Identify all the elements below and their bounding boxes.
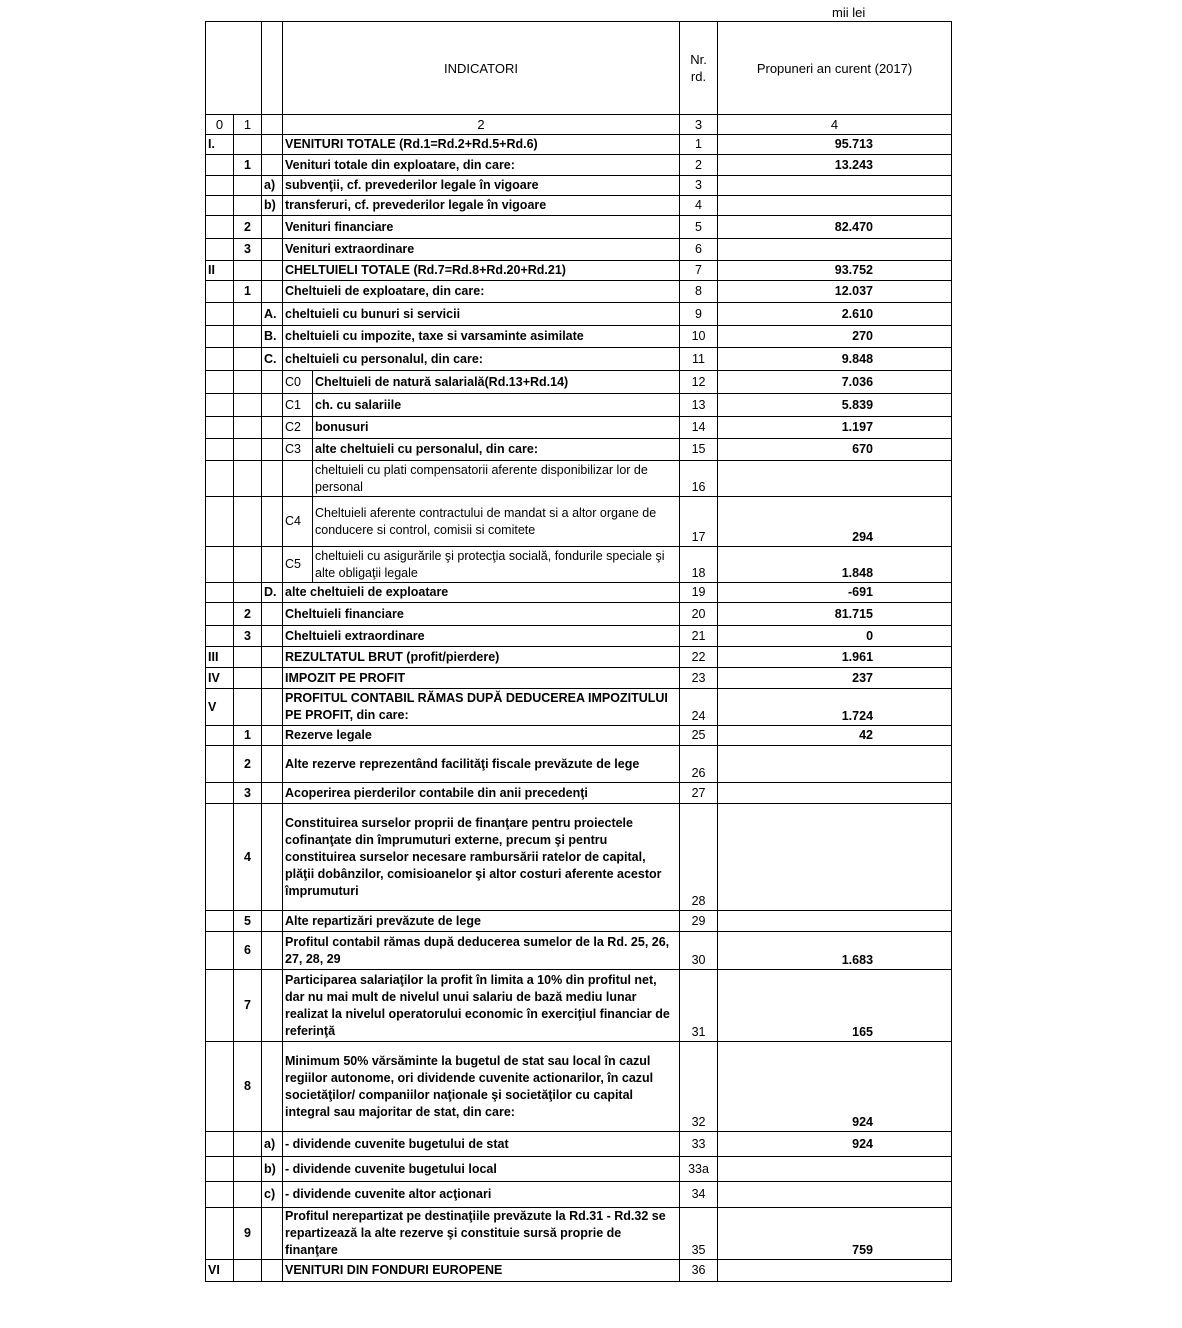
indicator-text: cheltuieli cu asigurările şi protecţia socială, fondurile speciale şi alte obligaţii legale (313, 547, 680, 583)
number-cell (234, 461, 262, 497)
number-cell: 7 (234, 970, 262, 1042)
letter-cell (262, 1260, 283, 1282)
roman-cell: VI (206, 1260, 234, 1282)
number-cell (234, 371, 262, 394)
letter-cell (262, 497, 283, 547)
letter-cell: b) (262, 1157, 283, 1182)
number-cell: 5 (234, 911, 262, 932)
indicator-text: - dividende cuvenite bugetului de stat (283, 1132, 680, 1157)
row-number: 3 (680, 176, 718, 196)
table-row (206, 1042, 952, 1132)
table-row (206, 135, 952, 155)
row-number: 29 (680, 911, 718, 932)
colnum-4: 4 (718, 115, 952, 135)
value-cell: 42 (718, 726, 952, 746)
row-number: 30 (680, 932, 718, 970)
row-number: 35 (680, 1208, 718, 1260)
letter-cell: a) (262, 1132, 283, 1157)
number-cell (234, 583, 262, 603)
table-row (206, 326, 952, 348)
value-cell (718, 461, 952, 497)
row-number: 21 (680, 626, 718, 647)
row-number: 7 (680, 261, 718, 281)
table-row (206, 547, 952, 583)
table-row (206, 394, 952, 417)
roman-cell: V (206, 689, 234, 726)
number-cell: 4 (234, 804, 262, 911)
roman-cell (206, 417, 234, 439)
roman-cell (206, 439, 234, 461)
value-cell: 93.752 (718, 261, 952, 281)
number-cell: 3 (234, 783, 262, 804)
colnum-0: 0 (206, 115, 234, 135)
value-cell: 0 (718, 626, 952, 647)
table-row (206, 497, 952, 547)
indicator-text: CHELTUIELI TOTALE (Rd.7=Rd.8+Rd.20+Rd.21) (283, 261, 680, 281)
table-row (206, 1182, 952, 1208)
number-cell (234, 439, 262, 461)
number-cell (234, 135, 262, 155)
value-cell: 9.848 (718, 348, 952, 371)
row-number: 32 (680, 1042, 718, 1132)
number-cell (234, 547, 262, 583)
row-number: 2 (680, 155, 718, 176)
number-cell: 1 (234, 726, 262, 746)
number-cell: 3 (234, 626, 262, 647)
roman-cell (206, 804, 234, 911)
code-cell: C0 (283, 371, 313, 394)
number-cell: 2 (234, 216, 262, 239)
indicator-text: Venituri financiare (283, 216, 680, 239)
table-row (206, 239, 952, 261)
letter-cell (262, 726, 283, 746)
indicator-text: REZULTATUL BRUT (profit/pierdere) (283, 647, 680, 668)
letter-cell (262, 239, 283, 261)
row-number: 4 (680, 196, 718, 216)
number-cell (234, 1157, 262, 1182)
roman-cell (206, 547, 234, 583)
number-cell (234, 261, 262, 281)
code-cell: C1 (283, 394, 313, 417)
value-cell: 759 (718, 1208, 952, 1260)
roman-cell (206, 911, 234, 932)
indicator-text: alte cheltuieli de exploatare (283, 583, 680, 603)
roman-cell (206, 726, 234, 746)
row-number: 33a (680, 1157, 718, 1182)
letter-cell (262, 417, 283, 439)
letter-cell (262, 668, 283, 689)
indicator-text: Rezerve legale (283, 726, 680, 746)
value-cell: 82.470 (718, 216, 952, 239)
letter-cell (262, 911, 283, 932)
header-nr-rd: Nr. rd. (680, 22, 718, 115)
header-indicatori: INDICATORI (283, 22, 680, 115)
roman-cell (206, 348, 234, 371)
table-row (206, 417, 952, 439)
budget-table (205, 21, 952, 1282)
indicator-text: Venituri extraordinare (283, 239, 680, 261)
table-row (206, 155, 952, 176)
table-row (206, 668, 952, 689)
number-cell (234, 196, 262, 216)
row-number: 5 (680, 216, 718, 239)
table-row (206, 783, 952, 804)
row-number: 36 (680, 1260, 718, 1282)
roman-cell (206, 783, 234, 804)
table-row (206, 216, 952, 239)
roman-cell (206, 394, 234, 417)
roman-cell (206, 1208, 234, 1260)
letter-cell (262, 135, 283, 155)
table-row (206, 281, 952, 303)
row-number: 9 (680, 303, 718, 326)
value-cell: 1.724 (718, 689, 952, 726)
roman-cell (206, 603, 234, 626)
indicator-text: transferuri, cf. prevederilor legale în vigoare (283, 196, 680, 216)
value-cell: 81.715 (718, 603, 952, 626)
header-propuneri: Propuneri an curent (2017) (718, 22, 952, 115)
value-cell (718, 1260, 952, 1282)
row-number: 14 (680, 417, 718, 439)
value-cell: 12.037 (718, 281, 952, 303)
table-row (206, 1208, 952, 1260)
row-number: 31 (680, 970, 718, 1042)
indicator-text: Acoperirea pierderilor contabile din anii precedenţi (283, 783, 680, 804)
number-cell (234, 668, 262, 689)
number-cell (234, 497, 262, 547)
letter-cell: D. (262, 583, 283, 603)
number-cell (234, 647, 262, 668)
row-number: 33 (680, 1132, 718, 1157)
table-row (206, 196, 952, 216)
number-cell: 2 (234, 603, 262, 626)
roman-cell (206, 1132, 234, 1157)
letter-cell (262, 1042, 283, 1132)
row-number: 1 (680, 135, 718, 155)
colnum-1: 1 (234, 115, 262, 135)
letter-cell (262, 647, 283, 668)
indicator-text: cheltuieli cu personalul, din care: (283, 348, 680, 371)
table-row (206, 303, 952, 326)
roman-cell (206, 497, 234, 547)
table-row (206, 439, 952, 461)
table-row (206, 647, 952, 668)
table-row (206, 1260, 952, 1282)
indicator-text: Minimum 50% vărsăminte la bugetul de stat sau local în cazul regiilor autonome, ori dividende cuvenite actionarilor, în cazul societăţilor/ companiilor naţionale şi societăţilor cu capital integral sau majoritar de stat, din care: (283, 1042, 680, 1132)
table-row (206, 626, 952, 647)
row-number: 19 (680, 583, 718, 603)
value-cell (718, 1157, 952, 1182)
letter-cell (262, 371, 283, 394)
number-cell (234, 689, 262, 726)
indicator-text: IMPOZIT PE PROFIT (283, 668, 680, 689)
indicator-text: Profitul contabil rămas după deducerea sumelor de la Rd. 25, 26, 27, 28, 29 (283, 932, 680, 970)
number-cell (234, 303, 262, 326)
roman-cell (206, 216, 234, 239)
indicator-text: cheltuieli cu plati compensatorii aferente disponibilizar lor de personal (313, 461, 680, 497)
table-row (206, 911, 952, 932)
indicator-text: PROFITUL CONTABIL RĂMAS DUPĂ DEDUCEREA IMPOZITULUI PE PROFIT, din care: (283, 689, 680, 726)
number-cell (234, 326, 262, 348)
roman-cell (206, 239, 234, 261)
row-number: 8 (680, 281, 718, 303)
roman-cell (206, 371, 234, 394)
letter-cell (262, 439, 283, 461)
letter-cell (262, 689, 283, 726)
table-row (206, 1157, 952, 1182)
table-row (206, 603, 952, 626)
indicator-text: bonusuri (313, 417, 680, 439)
row-number: 28 (680, 804, 718, 911)
letter-cell: c) (262, 1182, 283, 1208)
value-cell (718, 783, 952, 804)
roman-cell (206, 932, 234, 970)
indicator-text: cheltuieli cu bunuri si servicii (283, 303, 680, 326)
number-cell (234, 417, 262, 439)
value-cell: -691 (718, 583, 952, 603)
table-row (206, 726, 952, 746)
value-cell: 5.839 (718, 394, 952, 417)
row-number: 11 (680, 348, 718, 371)
table-row (206, 461, 952, 497)
row-number: 10 (680, 326, 718, 348)
roman-cell (206, 1182, 234, 1208)
letter-cell (262, 804, 283, 911)
value-cell (718, 1182, 952, 1208)
number-cell (234, 1132, 262, 1157)
value-cell: 924 (718, 1042, 952, 1132)
indicator-text: Cheltuieli financiare (283, 603, 680, 626)
indicator-text: ch. cu salariile (313, 394, 680, 417)
number-cell: 2 (234, 746, 262, 783)
number-cell: 9 (234, 1208, 262, 1260)
roman-cell (206, 1042, 234, 1132)
letter-cell (262, 603, 283, 626)
indicator-text: alte cheltuieli cu personalul, din care: (313, 439, 680, 461)
indicator-text: Participarea salariaţilor la profit în limita a 10% din profitul net, dar nu mai mult de nivelul unui salariu de bază mediu lunar realizat la nivelul operatorului economic în exerciţiul financiar de referinţă (283, 970, 680, 1042)
value-cell (718, 804, 952, 911)
indicator-text: - dividende cuvenite bugetului local (283, 1157, 680, 1182)
colnum-3: 3 (680, 115, 718, 135)
indicator-text: - dividende cuvenite altor acţionari (283, 1182, 680, 1208)
table-row (206, 932, 952, 970)
letter-cell (262, 746, 283, 783)
letter-cell: C. (262, 348, 283, 371)
row-number: 20 (680, 603, 718, 626)
header-row (206, 22, 952, 115)
indicator-text: Cheltuieli extraordinare (283, 626, 680, 647)
row-number: 27 (680, 783, 718, 804)
colnum-2: 2 (283, 115, 680, 135)
value-cell (718, 239, 952, 261)
roman-cell (206, 326, 234, 348)
roman-cell (206, 746, 234, 783)
table-row (206, 176, 952, 196)
table-row (206, 804, 952, 911)
letter-cell (262, 547, 283, 583)
roman-cell (206, 281, 234, 303)
value-cell (718, 176, 952, 196)
letter-cell (262, 216, 283, 239)
value-cell: 7.036 (718, 371, 952, 394)
letter-cell (262, 932, 283, 970)
letter-cell (262, 1208, 283, 1260)
roman-cell (206, 626, 234, 647)
table-row (206, 583, 952, 603)
value-cell: 1.683 (718, 932, 952, 970)
value-cell: 1.848 (718, 547, 952, 583)
table-row (206, 970, 952, 1042)
row-number: 15 (680, 439, 718, 461)
number-cell: 1 (234, 155, 262, 176)
value-cell: 1.961 (718, 647, 952, 668)
indicator-text: Cheltuieli aferente contractului de mandat si a altor organe de conducere si control, comisii si comitete (313, 497, 680, 547)
code-cell (283, 461, 313, 497)
letter-cell: b) (262, 196, 283, 216)
value-cell: 294 (718, 497, 952, 547)
roman-cell: IV (206, 668, 234, 689)
table-row (206, 348, 952, 371)
letter-cell (262, 394, 283, 417)
row-number: 17 (680, 497, 718, 547)
row-number: 25 (680, 726, 718, 746)
roman-cell: III (206, 647, 234, 668)
number-cell (234, 1182, 262, 1208)
letter-cell (262, 281, 283, 303)
value-cell: 670 (718, 439, 952, 461)
number-cell: 1 (234, 281, 262, 303)
letter-cell (262, 626, 283, 647)
value-cell: 165 (718, 970, 952, 1042)
value-cell: 95.713 (718, 135, 952, 155)
number-cell: 6 (234, 932, 262, 970)
row-number: 24 (680, 689, 718, 726)
value-cell: 1.197 (718, 417, 952, 439)
indicator-text: Profitul nerepartizat pe destinaţiile prevăzute la Rd.31 - Rd.32 se repartizează la alte rezerve şi constituie sursă proprie de finanţare (283, 1208, 680, 1260)
column-number-row (206, 115, 952, 135)
letter-cell (262, 261, 283, 281)
letter-cell (262, 783, 283, 804)
number-cell (234, 394, 262, 417)
indicator-text: Cheltuieli de exploatare, din care: (283, 281, 680, 303)
row-number: 16 (680, 461, 718, 497)
code-cell: C3 (283, 439, 313, 461)
row-number: 6 (680, 239, 718, 261)
roman-cell (206, 970, 234, 1042)
roman-cell (206, 583, 234, 603)
roman-cell (206, 461, 234, 497)
table-row (206, 261, 952, 281)
roman-cell (206, 1157, 234, 1182)
indicator-text: VENITURI DIN FONDURI EUROPENE (283, 1260, 680, 1282)
indicator-text: Alte repartizări prevăzute de lege (283, 911, 680, 932)
number-cell (234, 1260, 262, 1282)
roman-cell (206, 303, 234, 326)
value-cell (718, 911, 952, 932)
number-cell: 8 (234, 1042, 262, 1132)
value-cell: 13.243 (718, 155, 952, 176)
number-cell (234, 176, 262, 196)
number-cell: 3 (234, 239, 262, 261)
indicator-text: Constituirea surselor proprii de finanţare pentru proiectele cofinanţate din împrumuturi externe, precum şi pentru constituirea surselor necesare rambursării ratelor de capital, plăţii dobânzilor, comisioanelor şi altor costuri aferente acestor împrumuturi (283, 804, 680, 911)
letter-cell: A. (262, 303, 283, 326)
roman-cell: II (206, 261, 234, 281)
row-number: 22 (680, 647, 718, 668)
roman-cell (206, 155, 234, 176)
roman-cell (206, 196, 234, 216)
letter-cell (262, 461, 283, 497)
row-number: 18 (680, 547, 718, 583)
indicator-text: VENITURI TOTALE (Rd.1=Rd.2+Rd.5+Rd.6) (283, 135, 680, 155)
code-cell: C5 (283, 547, 313, 583)
value-cell: 924 (718, 1132, 952, 1157)
letter-cell: B. (262, 326, 283, 348)
indicator-text: subvenţii, cf. prevederilor legale în vigoare (283, 176, 680, 196)
table-row (206, 371, 952, 394)
indicator-text: Venituri totale din exploatare, din care: (283, 155, 680, 176)
value-cell: 2.610 (718, 303, 952, 326)
table-row (206, 1132, 952, 1157)
unit-label: mii lei (832, 5, 866, 20)
value-cell: 270 (718, 326, 952, 348)
indicator-text: Cheltuieli de natură salarială(Rd.13+Rd.14) (313, 371, 680, 394)
value-cell (718, 746, 952, 783)
row-number: 13 (680, 394, 718, 417)
roman-cell (206, 176, 234, 196)
code-cell: C4 (283, 497, 313, 547)
letter-cell (262, 155, 283, 176)
code-cell: C2 (283, 417, 313, 439)
letter-cell: a) (262, 176, 283, 196)
roman-cell: I. (206, 135, 234, 155)
row-number: 26 (680, 746, 718, 783)
row-number: 34 (680, 1182, 718, 1208)
letter-cell (262, 970, 283, 1042)
value-cell: 237 (718, 668, 952, 689)
number-cell (234, 348, 262, 371)
row-number: 23 (680, 668, 718, 689)
indicator-text: Alte rezerve reprezentând facilităţi fiscale prevăzute de lege (283, 746, 680, 783)
table-row (206, 746, 952, 783)
table-row (206, 689, 952, 726)
indicator-text: cheltuieli cu impozite, taxe si varsaminte asimilate (283, 326, 680, 348)
row-number: 12 (680, 371, 718, 394)
value-cell (718, 196, 952, 216)
